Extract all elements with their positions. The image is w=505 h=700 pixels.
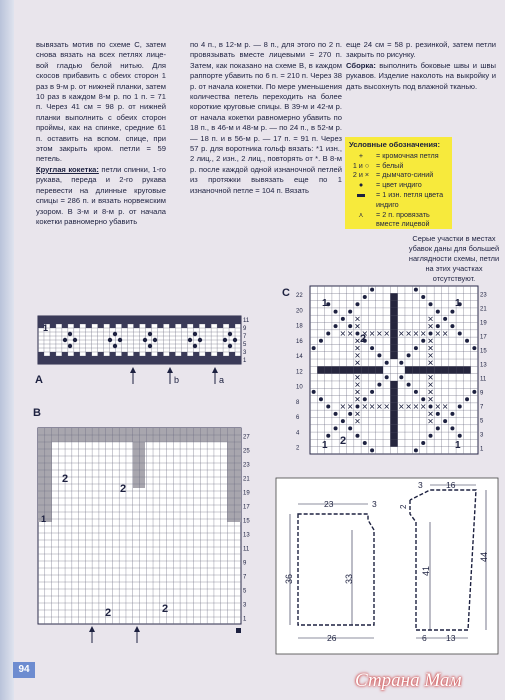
stitch-dot [429,434,433,438]
stitch-dot [465,339,469,343]
chart-band [86,324,92,328]
row-number: 1 [480,446,484,453]
stitch-dot [363,441,367,445]
legend-symbol: + [358,150,364,160]
chart-a-row-numbers [243,318,250,364]
stitch-filled [449,366,456,373]
row-number: 9 [243,326,247,332]
stitch-filled [390,425,397,432]
stitch-dot [436,310,440,314]
stitch-filled [456,366,463,373]
chart-b-label: B [33,407,41,419]
row-number: 3 [243,350,247,356]
stitch-dot [63,338,67,342]
row-number: 11 [480,376,487,383]
stitch-filled [390,396,397,403]
stitch-dot [326,405,330,409]
legend-title: Условные обозначения: [349,140,441,149]
dimension-label: 3 [372,499,377,509]
legend-text: = 2 п. провязать вместе лицевой [376,209,430,229]
row-number: 21 [480,306,487,313]
row-number: 16 [296,338,303,345]
chart-b [33,407,250,643]
stitch-filled [339,366,346,373]
chart-band [122,324,128,328]
paragraph: по 4 п., в 12-м р. — 8 п., для этого по 2 п. провязывать вместе лицевыми = 270 п. Затем, как показано на схеме В, в каждом раппорте убавить по 6 п. = 210 п. Через 38 р. от начала кокетки. По мере уменьшения количества петель переходить на более короткие круговые спицы. В 39-м и 42-м р. от начала кокетки равномерно убавить по 18 п., в 46-м и 48-м р. — по 24 п., в 52-м р. — 18 п. и в 56-м р. — 17 п. = 91 п. Через 57 р. для воротника гольф вязать: *1 изн., 2 лиц., 2 изн., 2 лиц., повторять от *. В 8-м р. после каждой одной изнаночной петлей из протяжки вывязать еще по 1 изнаночной петле = 104 п. Вязать [190,40,342,195]
stitch-filled [390,344,397,351]
row-number: 3 [480,432,484,439]
arrow-icon [89,626,95,632]
paragraph: вывязать мотив по схеме С, затем снова вязать на всех петлях лицевой гладью белой нитью. Для скосов прибавить с обеих сторон 1 раз в 9-м р. от нижней планки, затем 10 раз в каждом 8-м р. по 1 п. = 71 п. Через 41 см = 98 р. от нижней планки выполнить с обеих сторон проймы, как на спинке, средние 61 п. оставить на вспом. спице, при этом закрыть кром. петли = 59 петель. [36,40,166,164]
stitch-filled [412,366,419,373]
stitch-dot [348,412,352,416]
stitch-filled [427,366,434,373]
stitch-dot [450,412,454,416]
row-number: 18 [296,323,303,330]
stitch-dot [407,383,411,387]
chart-band [145,324,151,328]
chart-b-color-number: 2 [105,607,112,619]
row-number: 12 [296,369,303,376]
stitch-dot [465,397,469,401]
stitch-filled [463,366,470,373]
row-number: 23 [480,292,487,299]
stitch-dot [421,295,425,299]
chart-band [157,352,163,356]
stitch-filled [390,301,397,308]
stitch-filled [390,315,397,322]
page-number: 94 [13,662,35,678]
row-number: 8 [296,399,300,406]
legend-symbol: 2 и × [352,170,370,180]
chart-band [50,352,56,356]
stitch-dot [385,375,389,379]
row-number: 4 [296,430,300,437]
gray-area [133,428,145,488]
stitch-filled [390,388,397,395]
watermark-logo: Страна Мам [355,670,462,691]
dimension-label: 36 [284,573,294,584]
chart-b-color-number: 2 [62,473,69,485]
pattern-box [276,478,498,654]
row-number: 1 [243,358,247,364]
row-number: 11 [243,546,250,553]
legend-symbol: ⋏ [358,209,364,219]
row-number: 9 [480,390,484,397]
chart-band [38,316,241,324]
arrow-label: b [174,375,180,385]
row-number: 5 [480,418,484,425]
row-number: 23 [243,462,250,469]
row-number: 2 [296,445,300,452]
chart-c [282,286,487,454]
stitch-dot [355,302,359,306]
stitch-dot [414,448,418,452]
stitch-dot [377,383,381,387]
row-number: 17 [480,334,487,341]
chart-band [62,324,68,328]
section-heading: Круглая кокетка: [36,164,99,174]
stitch-dot [228,344,232,348]
stitch-filled [376,366,383,373]
paragraph-text: петли спинки, 1-го рукава, переда и 2-го рукава перевести на длинные круговые спицы = 286 п. и вязать норвежским узором. В 3-м и 8-м р. от начала кокетки равномерно убавить [36,164,166,226]
chart-band [50,324,56,328]
chart-band [62,352,68,356]
row-number: 27 [243,434,250,441]
stitch-dot [228,332,232,336]
chart-c-color-number: 1 [455,298,461,309]
stitch-filled [390,330,397,337]
stitch-dot [341,419,345,423]
stitch-dot [319,397,323,401]
chart-band [157,324,163,328]
chart-band [229,324,235,328]
stitch-dot [188,338,192,342]
dimension-label: 23 [324,499,334,509]
chart-band [229,352,235,356]
row-number: 15 [480,348,487,355]
stitch-dot [108,338,112,342]
end-marker-icon [236,628,241,633]
stitch-dot [407,353,411,357]
stitch-dot [118,338,122,342]
legend-symbol: 1 и ○ [352,160,370,170]
gray-area [38,442,52,522]
row-number: 5 [243,588,247,595]
stitch-filled [390,417,397,424]
paragraph-text: выполнить боковые швы и швы рукавов. Изделие наколоть на выкройку и дать высохнуть под влажной тканью. [346,60,496,91]
stitch-dot [458,331,462,335]
stitch-dot [113,332,117,336]
stitch-dot [319,339,323,343]
stitch-filled [354,366,361,373]
stitch-dot [334,426,338,430]
arrow-icon [212,367,218,373]
chart-band [181,324,187,328]
row-number: 25 [243,448,250,455]
stitch-dot [233,338,237,342]
stitch-dot [370,390,374,394]
dimension-label: 3 [418,480,423,490]
stitch-dot [436,412,440,416]
stitch-dot [414,346,418,350]
dimension-label: 13 [446,633,456,643]
chart-a-color-number: 1 [43,323,49,333]
stitch-dot [326,331,330,335]
stitch-filled [390,337,397,344]
chart-band [217,352,223,356]
stitch-dot [348,310,352,314]
chart-a-gridlines [38,316,241,364]
stitch-dot [472,346,476,350]
section-heading: Сборка: [346,60,376,70]
dimension-label: 33 [344,573,354,584]
stitch-dot [436,426,440,430]
stitch-dot [458,434,462,438]
stitch-filled [390,293,397,300]
stitch-dot [429,405,433,409]
stitch-filled [405,366,412,373]
stitch-dot [363,295,367,299]
chart-band [38,356,241,364]
chart-band [217,324,223,328]
chart-b-color-number: 2 [162,603,169,615]
legend-text: = цвет индиго [376,180,422,190]
stitch-filled [434,366,441,373]
legend-text: = белый [376,160,404,170]
row-number: 17 [243,504,250,511]
stitch-dot [414,390,418,394]
legend-text: = дымчато-синий [376,170,434,180]
gray-area-note: Серые участки в местах убавок даны для большей наглядности схемы, петли на этих участках отсутствуют. [408,234,500,283]
stitch-filled [347,366,354,373]
row-number: 15 [243,518,250,525]
dimension-label: 26 [327,633,337,643]
chart-a-label: A [35,374,43,386]
row-number: 19 [480,320,487,327]
chart-band [205,352,211,356]
stitch-dot [436,324,440,328]
row-number: 1 [243,616,247,623]
stitch-dot [334,412,338,416]
chart-b-arrows [89,626,241,643]
stitch-dot [377,353,381,357]
stitch-dot [363,397,367,401]
chart-c-color-number: 1 [455,440,461,451]
row-number: 7 [480,404,484,411]
stitch-dot [348,324,352,328]
chart-band [181,352,187,356]
stitch-dot [443,317,447,321]
stitch-dot [193,344,197,348]
row-number: 3 [243,602,247,609]
dimension-label: 41 [421,565,431,576]
stitch-dot [193,332,197,336]
stitch-dot [355,405,359,409]
row-number: 7 [243,334,247,340]
row-number: 11 [243,318,250,324]
row-number: 13 [480,362,487,369]
stitch-dot [312,390,316,394]
stitch-filled [317,366,324,373]
chart-c-color-number: 2 [340,435,347,447]
dimension-label: 6 [422,633,427,643]
row-number: 14 [296,354,303,361]
stitch-dot [148,344,152,348]
stitch-dot [370,288,374,292]
chart-a [35,316,250,386]
stitch-dot [421,441,425,445]
stitch-dot [385,361,389,365]
chart-c-color-number: 2 [360,333,367,345]
chart-band [145,352,151,356]
stitch-dot [326,434,330,438]
chart-band [110,324,116,328]
arrow-label: a [219,375,225,385]
chart-c-label: C [282,287,290,299]
stitch-dot [472,390,476,394]
stitch-filled [361,366,368,373]
row-number: 9 [243,560,247,567]
row-number: 7 [243,574,247,581]
chart-band [98,352,104,356]
stitch-dot [68,332,72,336]
stitch-dot [414,288,418,292]
stitch-filled [420,366,427,373]
stitch-filled [390,439,397,446]
row-number: 22 [296,293,303,299]
gray-area [227,442,241,522]
stitch-dot [399,361,403,365]
stitch-dot [153,338,157,342]
dimension-label: 16 [446,480,456,490]
stitch-dot [198,338,202,342]
row-number: 21 [243,476,250,483]
chart-b-row-numbers [243,435,250,623]
stitch-dot [421,397,425,401]
chart-band [205,324,211,328]
row-number: 19 [243,490,250,497]
stitch-dot [421,339,425,343]
stitch-dot [334,324,338,328]
stitch-filled [441,366,448,373]
stitch-dot [458,405,462,409]
pattern-diagrams [276,478,498,654]
arrow-icon [130,367,136,373]
stitch-filled [368,366,375,373]
chart-b-color-number: 2 [120,483,127,495]
stitch-dot [148,332,152,336]
chart-band [74,352,80,356]
row-number: 5 [243,342,247,348]
stitch-dot [370,448,374,452]
dimension-label: 2 [399,504,408,509]
stitch-dot [113,344,117,348]
stitch-dot [223,338,227,342]
stitch-dot [334,310,338,314]
paragraph: еще 24 см = 58 р. резинкой, затем петли закрыть по рисунку. [346,40,496,60]
chart-b-color-number: 1 [41,514,47,524]
chart-band [38,352,44,356]
chart-band [134,324,140,328]
chart-band [169,352,175,356]
legend-text: = 1 изн. петля цвета индиго [376,189,444,209]
chart-band [86,352,92,356]
arrow-icon [167,367,173,373]
stitch-filled [390,432,397,439]
stitch-filled [390,308,397,315]
row-number: 20 [296,308,303,315]
row-number: 10 [296,384,303,391]
stitch-dot [341,317,345,321]
chart-band [193,324,199,328]
stitch-dot [450,324,454,328]
legend-symbol: ● [358,180,364,190]
stitch-dot [312,346,316,350]
stitch-dot [443,419,447,423]
chart-band [193,352,199,356]
stitch-filled [390,381,397,388]
chart-band [98,324,104,328]
chart-c-color-number: 1 [322,440,328,451]
stitch-filled [390,352,397,359]
stitch-dot [399,375,403,379]
stitch-dot [450,310,454,314]
chart-band [122,352,128,356]
stitch-filled [390,323,397,330]
stitch-filled [390,410,397,417]
stitch-filled [325,366,332,373]
stitch-dot [355,331,359,335]
stitch-filled [332,366,339,373]
chart-a-arrows [130,367,224,385]
stitch-dot [370,346,374,350]
chart-band [74,324,80,328]
stitch-dot [68,344,72,348]
chart-c-color-number: 1 [322,298,328,309]
chart-band [134,352,140,356]
row-number: 6 [296,415,300,422]
dimension-label: 44 [479,551,489,562]
row-number: 13 [243,532,250,539]
stitch-filled [390,403,397,410]
stitch-dot [348,426,352,430]
stitch-dot [355,434,359,438]
legend-text: = кромочная петля [376,150,439,160]
stitch-dot [143,338,147,342]
arrow-icon [134,626,140,632]
stitch-dot [429,302,433,306]
stitch-dot [429,331,433,335]
chart-band [110,352,116,356]
chart-band [169,324,175,328]
stitch-dot [73,338,77,342]
stitch-dot [450,426,454,430]
